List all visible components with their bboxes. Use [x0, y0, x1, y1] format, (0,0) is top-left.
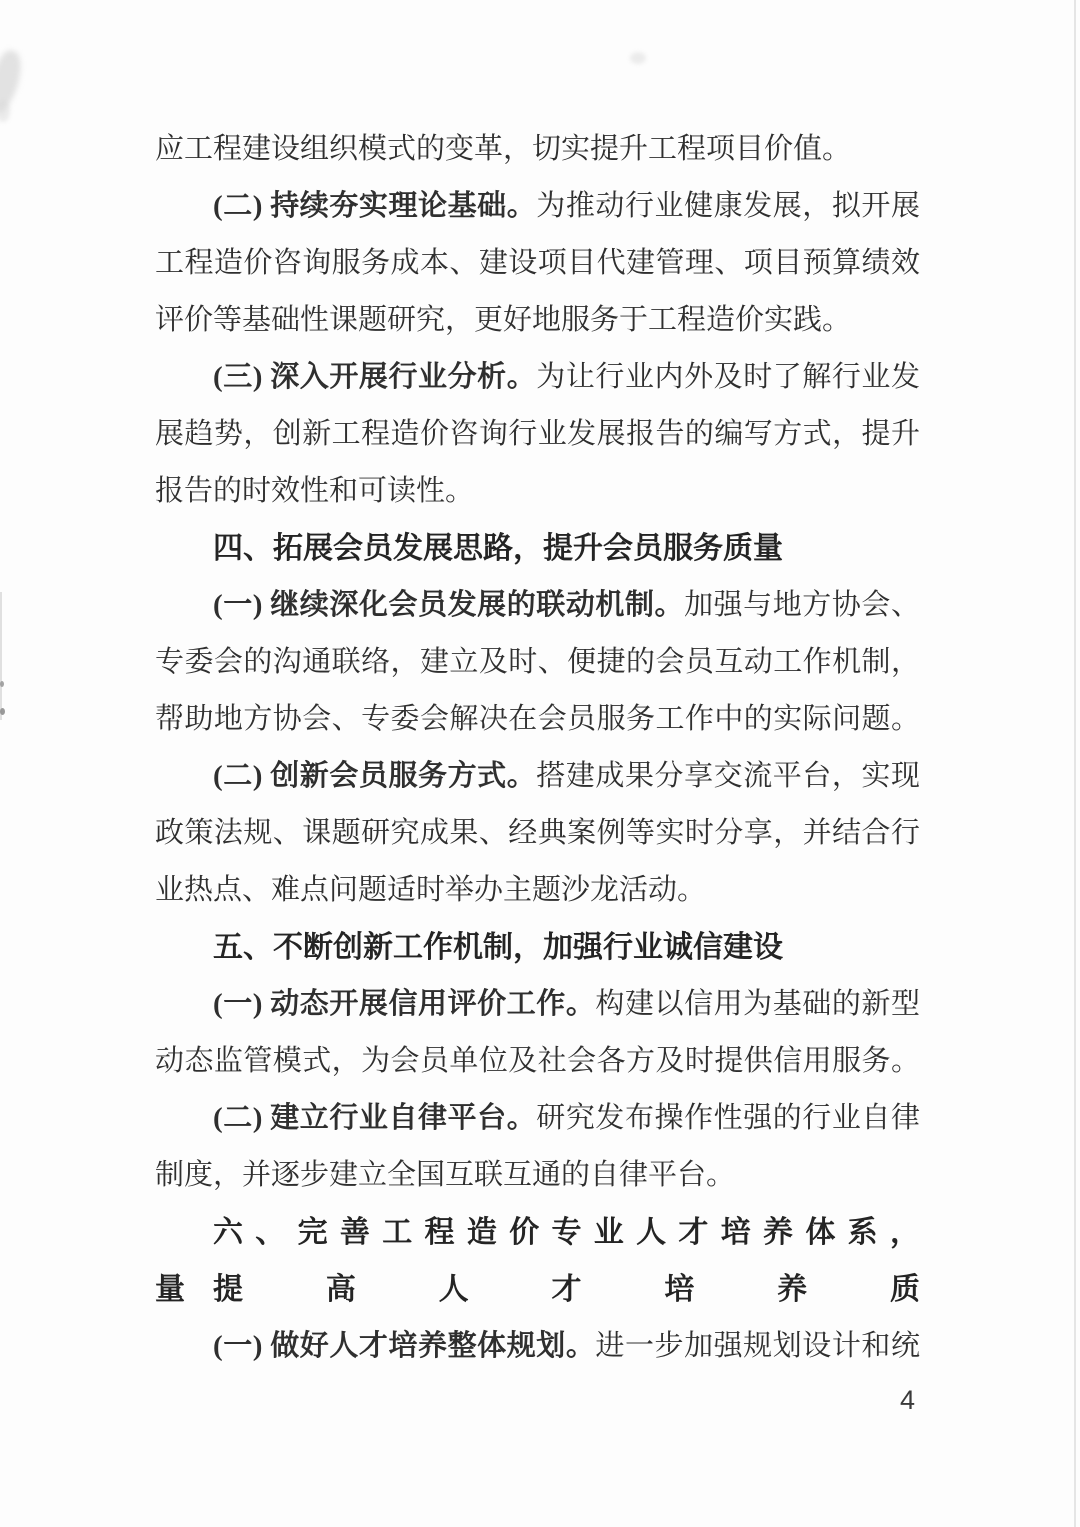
text-line [155, 121, 920, 178]
section-heading-line [155, 1204, 920, 1306]
body-text: 帮助地方协会、专委会解决在会员服务工作中的实际问题。 [155, 703, 920, 735]
text-line [155, 1033, 920, 1090]
scan-left-edge-line [0, 592, 2, 720]
text-line [155, 976, 920, 1033]
text-line [155, 805, 920, 862]
body-text: 应工程建设组织模式的变革，切实提升工程项目价值。 [155, 133, 852, 165]
text-line [155, 235, 920, 292]
body-text: 构建以信用为基础的新型 [595, 988, 920, 1020]
body-text: 加强与地方协会、 [684, 589, 920, 621]
body-text: 为让行业内外及时了解行业发 [536, 361, 920, 393]
text-line [155, 292, 920, 349]
section-heading-line [155, 919, 920, 976]
scan-smudge-top-left [0, 48, 27, 117]
body-text: 研究发布操作性强的行业自律 [536, 1102, 920, 1134]
heading-text: 五、不断创新工作机制，加强行业诚信建设 [213, 931, 783, 964]
text-line [155, 1090, 920, 1147]
body-text: 进一步加强规划设计和统 [595, 1330, 920, 1362]
body-text: 工程造价咨询服务成本、建设项目代建管理、项目预算绩效 [155, 247, 920, 279]
body-text: 评价等基础性课题研究，更好地服务于工程造价实践。 [155, 304, 852, 336]
text-line [155, 862, 920, 919]
text-line [155, 1147, 920, 1204]
text-lines [155, 121, 920, 1375]
text-line [155, 1318, 920, 1375]
paragraph-lead-text: (二) 创新会员服务方式。 [213, 760, 537, 792]
body-text: 展趋势，创新工程造价咨询行业发展报告的编写方式，提升 [155, 418, 920, 450]
page-number: 4 [899, 1385, 915, 1415]
paragraph-lead-text: (二) 持续夯实理论基础。 [213, 190, 537, 222]
text-line [155, 634, 920, 691]
text-line [155, 406, 920, 463]
scan-left-edge-speck [0, 681, 4, 687]
body-text: 政策法规、课题研究成果、经典案例等实时分享，并结合行 [155, 817, 920, 849]
paragraph-lead-text: (一) 继续深化会员发展的联动机制。 [213, 589, 685, 621]
heading-text: 六、完善工程造价专业人才培养体系，提高人才培养质 [213, 1216, 920, 1306]
paragraph-lead-text: (三) 深入开展行业分析。 [213, 361, 537, 393]
body-text: 为推动行业健康发展，拟开展 [536, 190, 920, 222]
text-line [155, 463, 920, 520]
paragraph-lead-text: (一) 动态开展信用评价工作。 [213, 988, 596, 1020]
text-line [155, 178, 920, 235]
text-line [155, 577, 920, 634]
section-heading-line [155, 520, 920, 577]
body-text: 业热点、难点问题适时举办主题沙龙活动。 [155, 874, 707, 906]
scan-right-edge-line [1074, 0, 1076, 1527]
scan-dot-top-center [630, 52, 646, 64]
text-line [155, 748, 920, 805]
text-line [155, 349, 920, 406]
paragraph-lead-text: (一) 做好人才培养整体规划。 [213, 1330, 596, 1362]
paragraph-lead-text: (二) 建立行业自律平台。 [213, 1102, 537, 1134]
scan-left-edge-speck [0, 708, 5, 715]
body-text: 报告的时效性和可读性。 [155, 475, 475, 507]
scan-smudge-top-left-secondary [0, 100, 10, 122]
text-line [155, 691, 920, 748]
body-text: 动态监管模式，为会员单位及社会各方及时提供信用服务。 [155, 1045, 920, 1077]
heading-text: 量 [155, 1273, 185, 1306]
body-text: 制度，并逐步建立全国互联互通的自律平台。 [155, 1159, 736, 1191]
body-text: 专委会的沟通联络，建立及时、便捷的会员互动工作机制， [155, 646, 920, 678]
heading-text: 四、拓展会员发展思路，提升会员服务质量 [213, 532, 783, 565]
body-text: 搭建成果分享交流平台，实现 [536, 760, 920, 792]
